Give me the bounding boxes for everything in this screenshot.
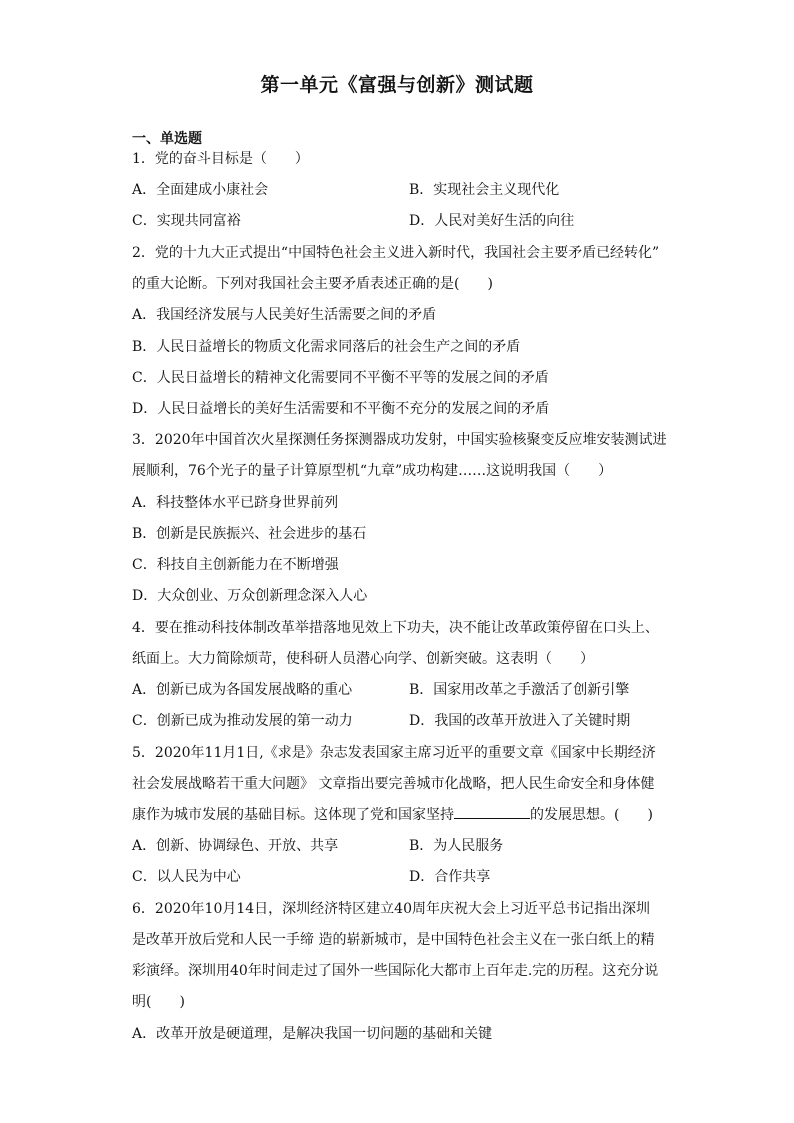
question-2-stem-line-2: 的重大论断。下列对我国社会主要矛盾表述正确的是( ) bbox=[132, 276, 493, 292]
question-4-option-b[interactable]: B．国家用改革之手激活了创新引擎 bbox=[409, 682, 630, 698]
section-heading: 一、单选题 bbox=[132, 131, 202, 147]
question-6-stem-line-1: 6．2020年10月14日，深圳经济特区建立40周年庆祝大会上习近平总书记指出深圳 bbox=[132, 901, 650, 917]
question-4-stem-line-2: 纸面上。大力简除烦苛，使科研人员潜心向学、创新突破。这表明（ ） bbox=[132, 651, 594, 667]
question-1-option-a[interactable]: A．全面建成小康社会 bbox=[132, 182, 269, 198]
question-1-option-b[interactable]: B．实现社会主义现代化 bbox=[409, 182, 560, 198]
question-3-option-a[interactable]: A．科技整体水平已跻身世界前列 bbox=[132, 495, 339, 511]
question-6-option-a[interactable]: A．改革开放是硬道理，是解决我国一切问题的基础和关键 bbox=[132, 1026, 493, 1042]
question-5-stem-part-2: 的发展思想。( ) bbox=[530, 807, 653, 823]
question-4-stem-line-1: 4．要在推动科技体制改革举措落地见效上下功夫，决不能让改革政策停留在口头上、 bbox=[132, 620, 659, 636]
question-4-option-c[interactable]: C．创新已成为推动发展的第一动力 bbox=[132, 713, 353, 729]
question-2-stem-line-1: 2．党的十九大正式提出“中国特色社会主义进入新时代，我国社会主要矛盾已经转化” bbox=[132, 245, 660, 261]
question-3-option-d[interactable]: D．大众创业、万众创新理念深入人心 bbox=[132, 588, 368, 604]
question-5-option-a[interactable]: A．创新、协调绿色、开放、共享 bbox=[132, 838, 339, 854]
question-1-option-d[interactable]: D．人民对美好生活的向往 bbox=[409, 213, 575, 229]
question-4-option-a[interactable]: A．创新已成为各国发展战略的重心 bbox=[132, 682, 353, 698]
question-5-option-c[interactable]: C．以人民为中心 bbox=[132, 869, 241, 885]
question-5-stem-line-2: 社会发展战略若干重大问题》 文章指出要完善城市化战略，把人民生命安全和身体健 bbox=[132, 776, 655, 792]
question-2-option-c[interactable]: C．人民日益增长的精神文化需要同不平衡不平等的发展之间的矛盾 bbox=[132, 370, 549, 386]
question-5-stem-part-1: 康作为城市发展的基础目标。这体现了党和国家坚持 bbox=[132, 807, 454, 823]
question-6-stem-line-4: 明( ) bbox=[132, 994, 185, 1010]
question-5-option-b[interactable]: B．为人民服务 bbox=[409, 838, 504, 854]
question-2-option-b[interactable]: B．人民日益增长的物质文化需求同落后的社会生产之间的矛盾 bbox=[132, 339, 521, 355]
question-4-option-d[interactable]: D．我国的改革开放进入了关键时期 bbox=[409, 713, 631, 729]
fill-in-blank[interactable] bbox=[454, 806, 530, 819]
question-6-stem-line-2: 是改革开放后党和人民一手缔 造的崭新城市，是中国特色社会主义在一张白纸上的精 bbox=[132, 932, 655, 948]
question-5-option-d[interactable]: D．合作共享 bbox=[409, 869, 491, 885]
question-1-stem: 1．党的奋斗目标是（ ） bbox=[132, 151, 309, 167]
question-6-stem-line-3: 彩演绎。深圳用40年时间走过了国外一些国际化大都市上百年走.完的历程。这充分说 bbox=[132, 963, 659, 979]
question-1-option-c[interactable]: C．实现共同富裕 bbox=[132, 213, 241, 229]
question-5-stem-line-3 bbox=[132, 806, 653, 824]
question-3-option-c[interactable]: C．科技自主创新能力在不断增强 bbox=[132, 557, 339, 573]
question-3-stem-line-2: 展顺利，76个光子的量子计算原型机“九章”成功构建……这说明我国（ ） bbox=[132, 463, 613, 479]
question-5-stem-line-1: 5．2020年11月1日,《求是》杂志发表国家主席习近平的重要文章《国家中长期经济 bbox=[132, 745, 656, 761]
page-title: 第一单元《富强与创新》测试题 bbox=[260, 74, 534, 96]
question-2-option-a[interactable]: A．我国经济发展与人民美好生活需要之间的矛盾 bbox=[132, 307, 437, 323]
question-3-option-b[interactable]: B．创新是民族振兴、社会进步的基石 bbox=[132, 526, 367, 542]
question-3-stem-line-1: 3．2020年中国首次火星探测任务探测器成功发射，中国实验核聚变反应堆安装测试进 bbox=[132, 432, 667, 448]
question-2-option-d[interactable]: D．人民日益增长的美好生活需要和不平衡不充分的发展之间的矛盾 bbox=[132, 401, 550, 417]
